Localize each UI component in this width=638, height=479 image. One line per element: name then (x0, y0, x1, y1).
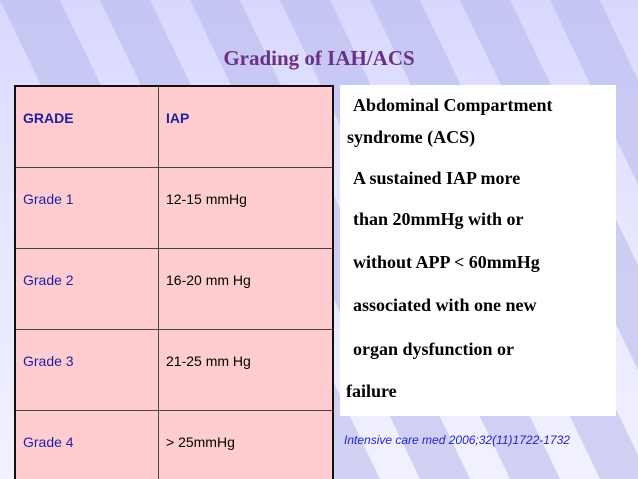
definition-line: Abdominal Compartment (353, 95, 553, 115)
table-row (15, 330, 333, 411)
header-iap: IAP (159, 86, 334, 168)
iap-cell: 12-15 mmHg (159, 168, 334, 249)
table-header-row (15, 86, 333, 168)
grade-cell: Grade 2 (15, 249, 159, 330)
definition-line: without APP < 60mmHg (353, 252, 540, 272)
definition-line: than 20mmHg with or (353, 209, 524, 229)
definition-line: organ dysfunction or (353, 339, 515, 359)
slide-title: Grading of IAH/ACS (223, 46, 415, 70)
table-row (15, 411, 333, 479)
grade-cell: Grade 3 (15, 330, 159, 411)
citation: Intensive care med 2006;32(11)1722-1732 (344, 433, 570, 447)
definition-line: associated with one new (353, 295, 537, 315)
iap-cell: 16-20 mm Hg (159, 249, 334, 330)
definition-line: failure (346, 381, 397, 401)
iap-cell: 21-25 mm Hg (159, 330, 334, 411)
grading-table (14, 85, 334, 479)
iap-cell: > 25mmHg (159, 411, 334, 479)
definition-line: A sustained IAP more (353, 168, 521, 188)
header-grade: GRADE (15, 86, 159, 168)
definition-line: syndrome (ACS) (347, 127, 476, 147)
grade-cell: Grade 1 (15, 168, 159, 249)
table-row (15, 249, 333, 330)
grade-cell: Grade 4 (15, 411, 159, 479)
table-row (15, 168, 333, 249)
